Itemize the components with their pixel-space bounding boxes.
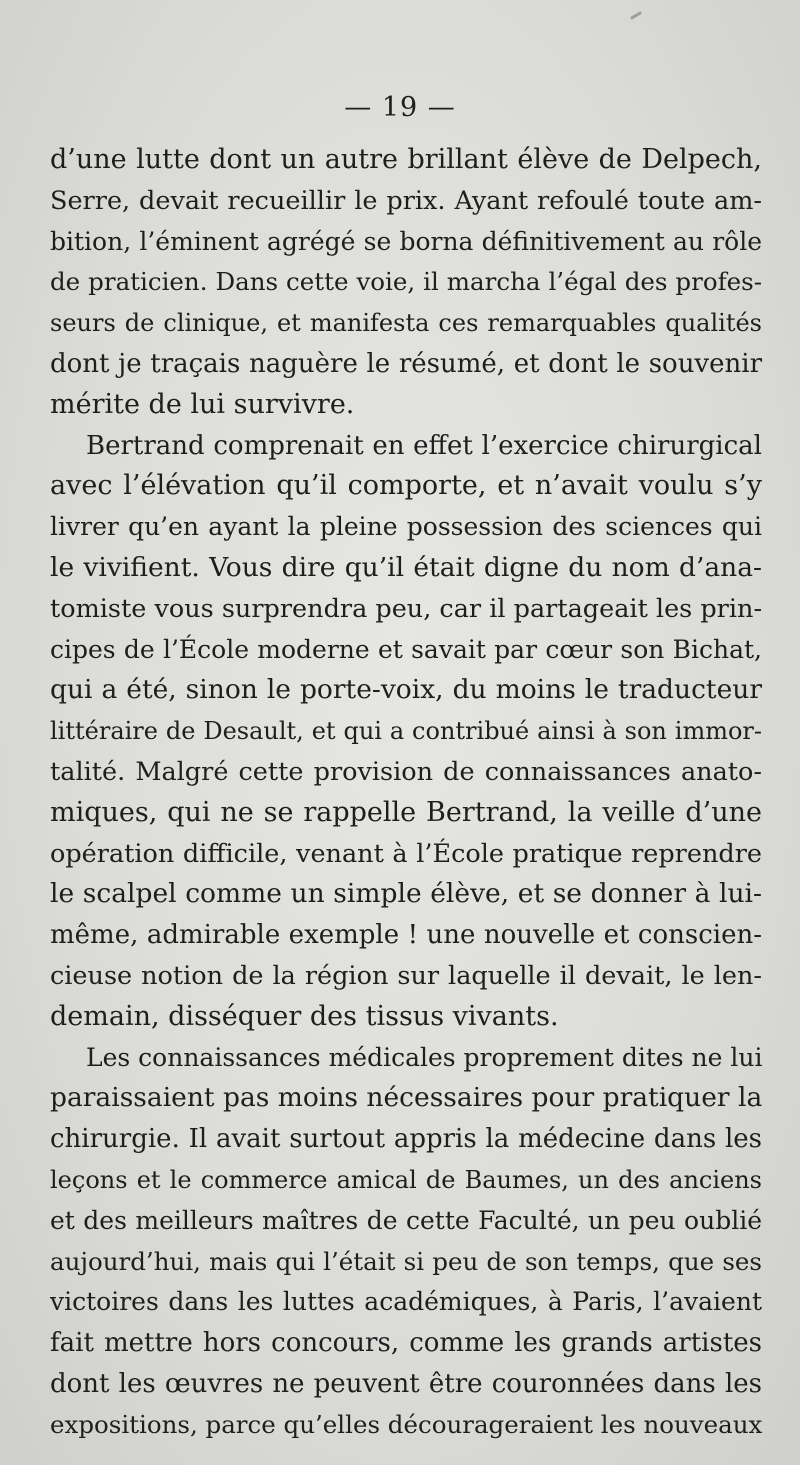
text-line: paraissaient pas moins nécessaires pour pratiquer la	[50, 1082, 763, 1114]
text-line: cieuse notion de la région sur laquelle il devait, le len-	[50, 960, 762, 991]
text-line: demain, disséquer des tissus vivants.	[50, 1000, 559, 1032]
text-line: leçons et le commerce amical de Baumes, un des anciens	[50, 1165, 762, 1194]
text-line: et des meilleurs maîtres de cette Faculté, un peu oublié	[50, 1205, 762, 1235]
text-line: de praticien. Dans cette voie, il marcha l’égal des profes-	[50, 267, 762, 297]
text-line: littéraire de Desault, et qui a contribué ainsi à son immor-	[50, 717, 762, 746]
text-line: chirurgie. Il avait surtout appris la médecine dans les	[50, 1124, 762, 1155]
text-line: d’une lutte dont un autre brillant élève de Delpech,	[50, 144, 762, 175]
text-line: miques, qui ne se rappelle Bertrand, la veille d’une	[50, 796, 762, 828]
text-line: Serre, devait recueillir le prix. Ayant refoulé toute am-	[50, 185, 762, 216]
text-line: bition, l’éminent agrégé se borna définitivement au rôle	[50, 226, 762, 256]
text-line: dont les œuvres ne peuvent être couronnées dans les	[50, 1368, 762, 1399]
text-line: tomiste vous surprendra peu, car il partageait les prin-	[50, 593, 763, 624]
text-line: talité. Malgré cette provision de connaissances anato-	[50, 756, 762, 787]
text-line: mérite de lui survivre.	[50, 388, 355, 420]
text-line: dont je traçais naguère le résumé, et dont le souvenir	[50, 348, 762, 379]
text-line: avec l’élévation qu’il comporte, et n’avait voulu s’y	[50, 470, 762, 502]
page-number: — 19 —	[344, 92, 456, 123]
text-line: même, admirable exemple ! une nouvelle et conscien-	[50, 920, 762, 951]
text-line: Bertrand comprenait en effet l’exercice chirurgical	[86, 430, 762, 461]
text-line: qui a été, sinon le porte-voix, du moins le traducteur	[50, 674, 762, 706]
text-line: le scalpel comme un simple élève, et se donner à lui-	[50, 878, 762, 910]
text-line: cipes de l’École moderne et savait par cœur son Bichat,	[50, 634, 762, 664]
text-line: Les connaissances médicales proprement dites ne lui	[86, 1042, 763, 1072]
text-line: fait mettre hors concours, comme les grands artistes	[50, 1328, 762, 1359]
text-line: victoires dans les luttes académiques, à Paris, l’avaient	[50, 1287, 762, 1317]
text-line: le vivifient. Vous dire qu’il était digne du nom d’ana-	[50, 551, 762, 583]
ink-mark	[630, 11, 642, 20]
text-line: opération difficile, venant à l’École pratique reprendre	[50, 838, 762, 869]
body-text	[50, 140, 762, 1446]
text-line: aujourd’hui, mais qui l’était si peu de son temps, que ses	[50, 1246, 762, 1276]
text-line: seurs de clinique, et manifesta ces remarquables qualités	[50, 309, 762, 338]
text-line: livrer qu’en ayant la pleine possession des sciences qui	[50, 512, 762, 542]
text-line: expositions, parce qu’elles décourageraient les nouveaux	[50, 1409, 763, 1439]
